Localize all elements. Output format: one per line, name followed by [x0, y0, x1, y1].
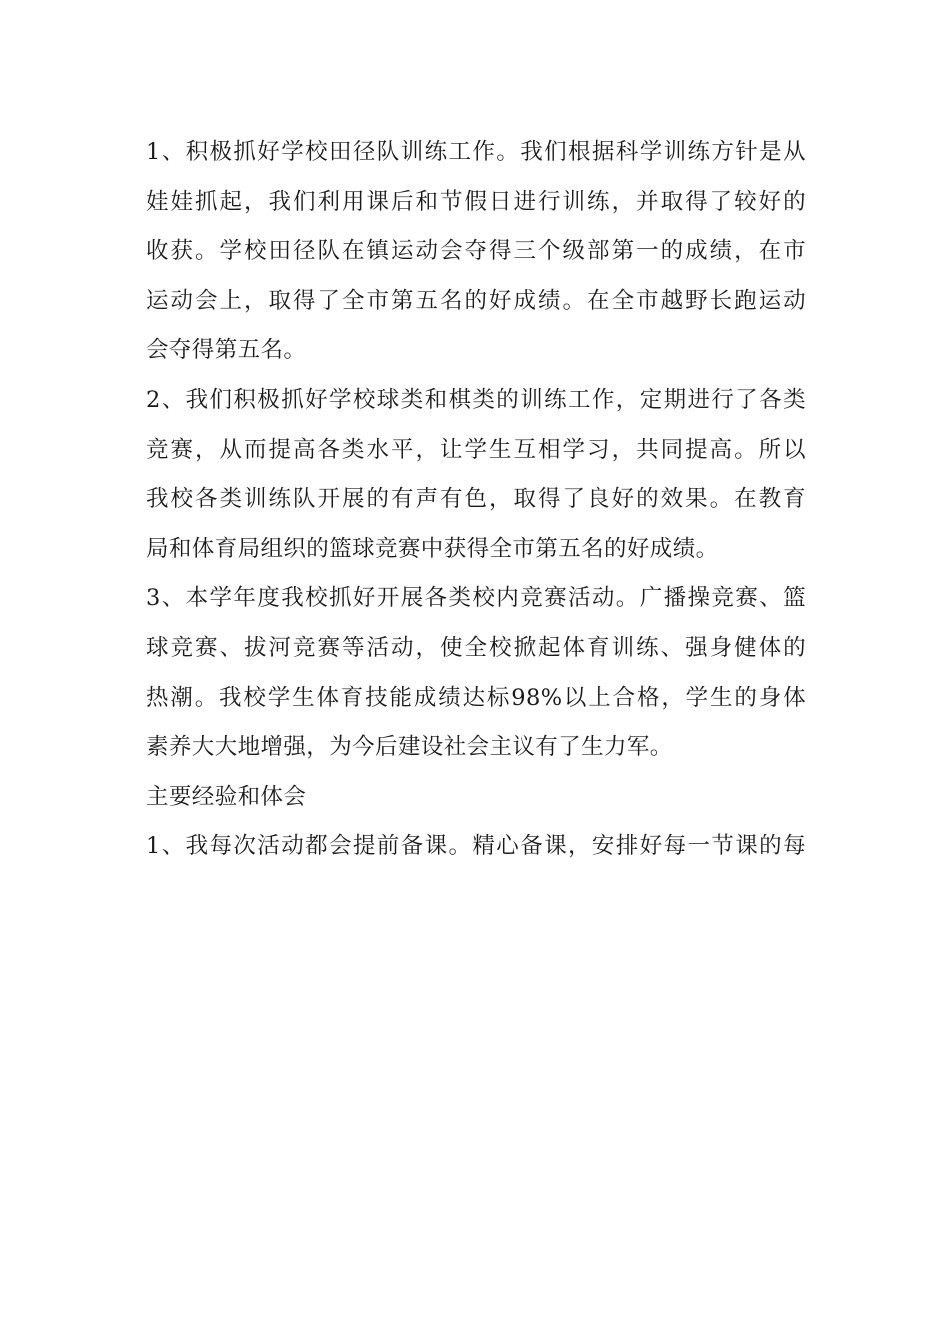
text-line: 会夺得第五名。: [146, 337, 307, 364]
text-line: 2、我们积极抓好学校球类和棋类的训练工作，定期进行了各类: [146, 386, 806, 413]
text-line: 素养大大地增强，为今后建设社会主议有了生力军。: [146, 734, 673, 761]
text-line: 1、我每次活动都会提前备课。精心备课，安排好每一节课的每: [146, 833, 806, 860]
text-line: 球竞赛、拔河竞赛等活动，使全校掀起体育训练、强身健体的: [146, 634, 806, 661]
text-line: 收获。学校田径队在镇运动会夺得三个级部第一的成绩，在市: [146, 238, 806, 265]
text-line: 竞赛，从而提高各类水平，让学生互相学习，共同提高。所以: [146, 436, 806, 463]
text-line: 娃娃抓起，我们利用课后和节假日进行训练，并取得了较好的: [146, 188, 806, 215]
text-line: 3、本学年度我校抓好开展各类校内竞赛活动。广播操竞赛、篮: [146, 585, 806, 612]
text-line: 运动会上，取得了全市第五名的好成绩。在全市越野长跑运动: [146, 287, 806, 314]
text-line: 局和体育局组织的篮球竞赛中获得全市第五名的好成绩。: [146, 535, 719, 562]
text-line: 热潮。我校学生体育技能成绩达标98%以上合格，学生的身体: [146, 684, 806, 711]
document-body: [146, 128, 806, 872]
section-heading: 主要经验和体会: [146, 783, 307, 810]
text-line: 我校各类训练队开展的有声有色，取得了良好的效果。在教育: [146, 486, 806, 513]
text-line: 1、积极抓好学校田径队训练工作。我们根据科学训练方针是从: [146, 139, 806, 165]
